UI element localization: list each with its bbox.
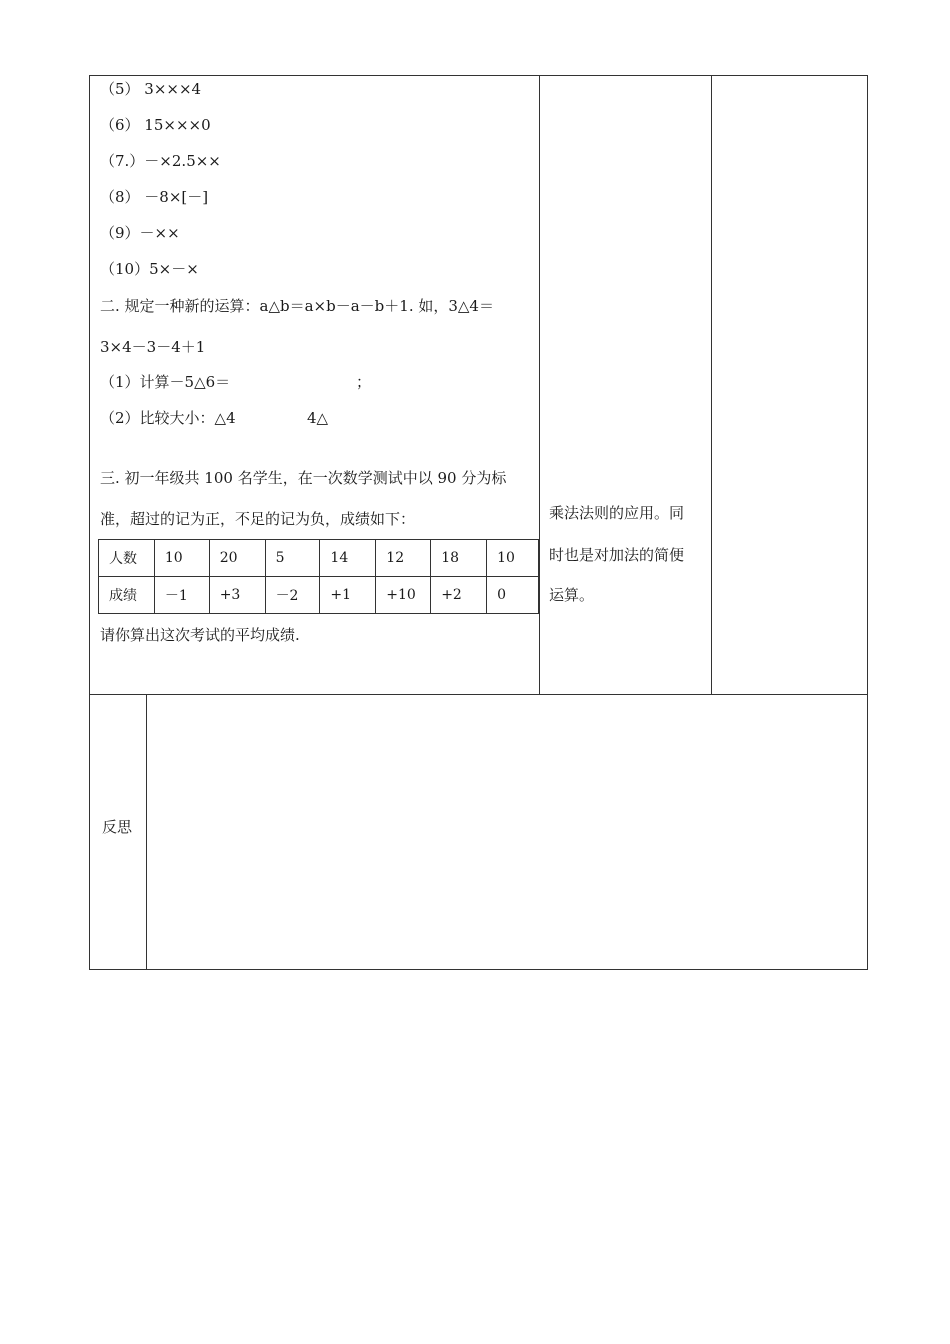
- section3-question: 请你算出这次考试的平均成绩.: [100, 626, 300, 644]
- table-row: [99, 577, 539, 614]
- section2-question-2-rhs: 4△: [307, 409, 329, 427]
- section3-problem-line2: 准，超过的记为正，不足的记为负，成绩如下：: [100, 510, 416, 528]
- teaching-note-line3: 运算。: [549, 586, 595, 604]
- table-cell: 14: [320, 540, 376, 577]
- table-cell: 5: [265, 540, 320, 577]
- table-cell: 成绩: [99, 577, 155, 614]
- reflection-label-divider: [146, 694, 147, 970]
- table-row: [99, 540, 539, 577]
- table-cell: 10: [487, 540, 539, 577]
- teaching-note-line2: 时也是对加法的简便: [549, 546, 685, 564]
- table-cell: 10: [154, 540, 209, 577]
- table-cell: 12: [376, 540, 431, 577]
- section2-question-1-end: ；: [356, 373, 372, 391]
- reflection-label: 反思: [102, 818, 133, 836]
- table-cell: +3: [209, 577, 265, 614]
- table-cell: +1: [320, 577, 376, 614]
- column-divider-1: [539, 75, 540, 695]
- table-cell: +2: [431, 577, 487, 614]
- row-divider: [89, 694, 868, 695]
- exercise-5: （5） 3×××4: [100, 80, 202, 98]
- teaching-note-line1: 乘法法则的应用。同: [549, 504, 685, 522]
- exercise-6: （6） 15×××0: [100, 116, 211, 134]
- table-cell: 20: [209, 540, 265, 577]
- score-table: [98, 539, 539, 614]
- section2-example: 3×4－3－4＋1: [100, 338, 206, 356]
- column-divider-2: [711, 75, 712, 695]
- table-cell: 0: [487, 577, 539, 614]
- exercise-9: （9）－××: [100, 224, 180, 242]
- table-cell: －1: [154, 577, 209, 614]
- exercise-8: （8） －8×[－]: [100, 188, 209, 206]
- exercise-10: （10）5×－×: [100, 260, 199, 278]
- section2-question-2: （2）比较大小：△4: [100, 409, 236, 427]
- table-cell: +10: [376, 577, 431, 614]
- section3-problem-line1: 三. 初一年级共 100 名学生，在一次数学测试中以 90 分为标: [100, 469, 507, 487]
- table-cell: 18: [431, 540, 487, 577]
- table-cell: 人数: [99, 540, 155, 577]
- exercise-7: （7.）－×2.5××: [100, 152, 221, 170]
- section2-question-1: （1）计算－5△6＝: [100, 373, 231, 391]
- table-cell: －2: [265, 577, 320, 614]
- section2-definition: 二. 规定一种新的运算：a△b＝a×b－a－b＋1. 如，3△4＝: [100, 297, 494, 315]
